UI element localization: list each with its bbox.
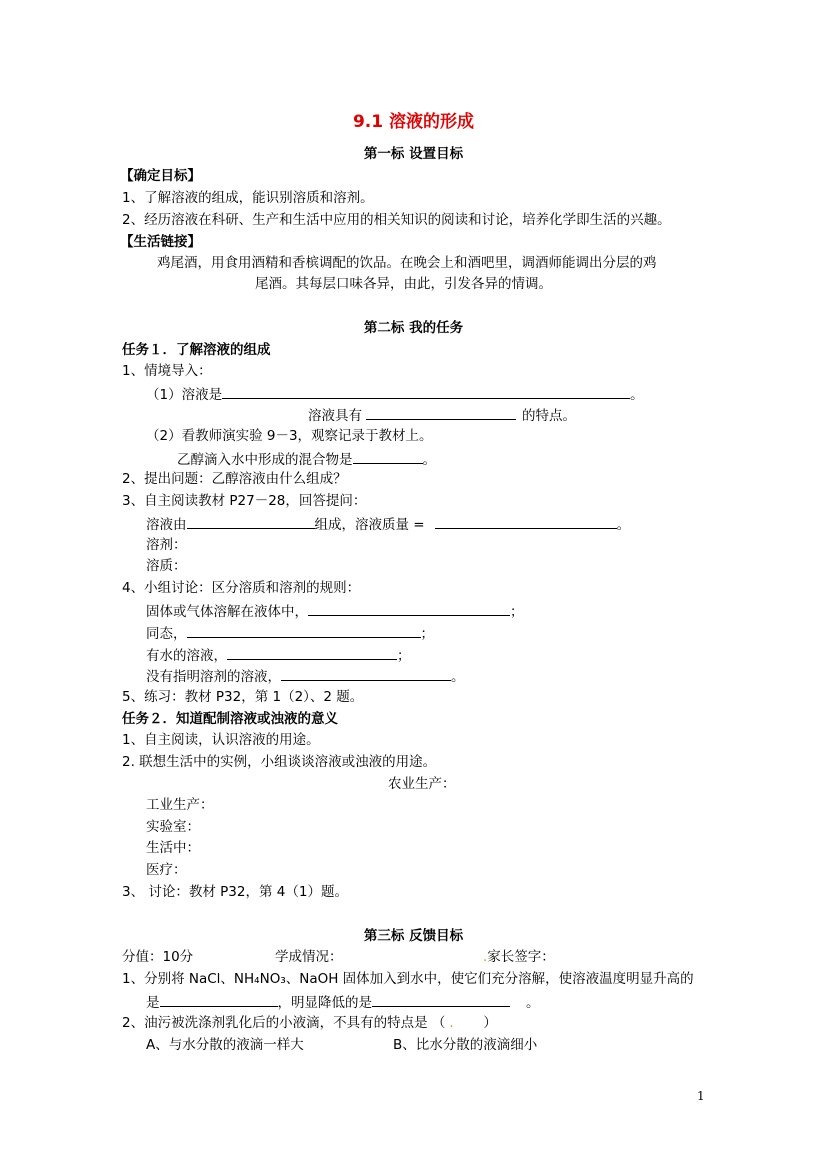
section-2-heading: 第二标 我的任务 — [363, 320, 464, 336]
s3-q2-text: 2、油污被洗涤剂乳化后的小液滴，不具有的特点是 （ — [122, 1015, 446, 1031]
q4c-line — [146, 645, 411, 665]
q3a-blank-1[interactable] — [187, 514, 315, 529]
q1b-line — [308, 405, 576, 425]
t2q1-line: 1、自主阅读，认识溶液的用途。 — [122, 732, 320, 748]
q3a-blank-2[interactable] — [435, 514, 617, 529]
q3-line: 3、自主阅读教材 P27－28，回答提问： — [122, 493, 367, 509]
q4-line: 4、小组讨论：区分溶质和溶剂的规则： — [122, 580, 361, 596]
life-link-paragraph-1: 鸡尾酒，用食用酒精和香槟调配的饮品。在晚会上和酒吧里，调酒师能调出分层的鸡 — [157, 255, 657, 271]
page-title: 9.1 溶液的形成 — [352, 112, 475, 132]
parent-sign-line — [483, 948, 555, 966]
s3-q1-blank-2[interactable] — [372, 992, 510, 1007]
q1d-prefix: 乙醇滴入水中形成的混合物是 — [177, 452, 353, 468]
q1-intro: 1、情境导入： — [122, 363, 212, 379]
q4b-blank[interactable] — [187, 623, 421, 638]
goals-label: 【确定目标】 — [120, 168, 201, 184]
section-3-heading: 第三标 反馈目标 — [363, 928, 464, 944]
q3b-line: 溶剂： — [146, 537, 187, 553]
q4c-end: ； — [397, 648, 411, 664]
parent-sign-label: 家长签字： — [487, 949, 555, 965]
s3-q1-line-2 — [146, 992, 540, 1012]
q1b-prefix: 溶液具有 — [308, 408, 362, 424]
q1d-line — [177, 449, 436, 469]
s3-q2-line — [122, 1014, 497, 1032]
q4a-end: ； — [510, 604, 524, 620]
t2q3-line: 3、 讨论：教材 P32，第 4（1）题。 — [122, 884, 348, 900]
q1a-line — [146, 384, 644, 404]
score-label: 分值：10分 — [122, 949, 194, 965]
q2-line: 2、提出问题：乙醇溶液由什么组成？ — [122, 471, 347, 487]
s3-q1-suffix: 。 — [526, 995, 540, 1011]
q1c-line: （2）看教师演实验 9－3，观察记录于教材上。 — [146, 428, 433, 444]
s3-q2-dot: . — [449, 1015, 454, 1031]
q1a-prefix: （1）溶液是 — [146, 387, 223, 403]
q1d-suffix: 。 — [422, 452, 436, 468]
q4c-blank[interactable] — [227, 645, 397, 660]
q1a-blank[interactable] — [222, 384, 630, 399]
q4a-text: 固体或气体溶解在液体中， — [146, 604, 308, 620]
q1b-suffix: 的特点。 — [522, 408, 576, 424]
goal-2: 2、经历溶液在科研、生产和生活中应用的相关知识的阅读和讨论，培养化学即生活的兴趣。 — [122, 212, 671, 228]
life-link-paragraph-2: 尾酒。其每层口味各异，由此，引发各异的情调。 — [255, 276, 552, 292]
q1b-blank[interactable] — [366, 405, 516, 420]
q3a-middle: 组成，溶液质量 = — [314, 517, 425, 533]
laboratory-label: 实验室： — [146, 819, 200, 835]
task-1-title: 任务１．了解溶液的组成 — [122, 342, 271, 358]
q4a-line — [146, 601, 524, 621]
t2q2-line: 2. 联想生活中的实例，小组谈谈溶液或浊液的用途。 — [122, 754, 437, 770]
s3-q2-answer-slot[interactable] — [445, 1014, 483, 1032]
daily-life-label: 生活中： — [146, 840, 200, 856]
task-2-title: 任务２．知道配制溶液或浊液的意义 — [122, 711, 338, 727]
q4d-text: 没有指明溶剂的溶液， — [146, 669, 281, 685]
option-a: A、与水分散的液滴一样大 — [146, 1037, 304, 1053]
parent-sign-dot: . — [483, 949, 488, 965]
q4a-blank[interactable] — [308, 601, 510, 616]
q4b-line — [146, 623, 434, 643]
option-b: B、比水分散的液滴细小 — [393, 1037, 538, 1053]
q4c-text: 有水的溶液， — [146, 648, 227, 664]
q1d-blank[interactable] — [353, 449, 423, 464]
q4d-end: 。 — [451, 669, 465, 685]
q1a-suffix: 。 — [630, 387, 644, 403]
q3a-suffix: 。 — [616, 517, 631, 533]
learning-status-label: 学成情况： — [275, 949, 343, 965]
goal-1: 1、了解溶液的组成，能识别溶质和溶剂。 — [122, 190, 374, 206]
q3c-line: 溶质： — [146, 558, 187, 574]
s3-q1-middle: ，明显降低的是 — [277, 995, 372, 1011]
s3-q2-close: ） — [483, 1015, 497, 1031]
s3-q1-blank-1[interactable] — [160, 992, 278, 1007]
q4b-end: ； — [420, 626, 434, 642]
q5-line: 5、练习：教材 P32，第 1（2）、2 题。 — [122, 689, 364, 705]
section-1-heading: 第一标 设置目标 — [363, 146, 464, 162]
q4d-blank[interactable] — [281, 666, 451, 681]
q3a-prefix: 溶液由 — [146, 517, 187, 533]
medical-label: 医疗： — [146, 862, 187, 878]
s3-q1-line-1: 1、分别将 NaCl、NH₄NO₃、NaOH 固体加入到水中，使它们充分溶解，使溶液温度明显升高的 — [122, 971, 694, 987]
s3-q1-prefix: 是 — [146, 995, 160, 1011]
q3a-line — [146, 514, 630, 534]
q4d-line — [146, 666, 465, 686]
life-link-label: 【生活链接】 — [120, 234, 201, 250]
agriculture-label: 农业生产： — [388, 776, 456, 792]
page-number: 1 — [697, 1089, 705, 1103]
q4b-text: 同态， — [146, 626, 187, 642]
industry-label: 工业生产： — [146, 797, 214, 813]
